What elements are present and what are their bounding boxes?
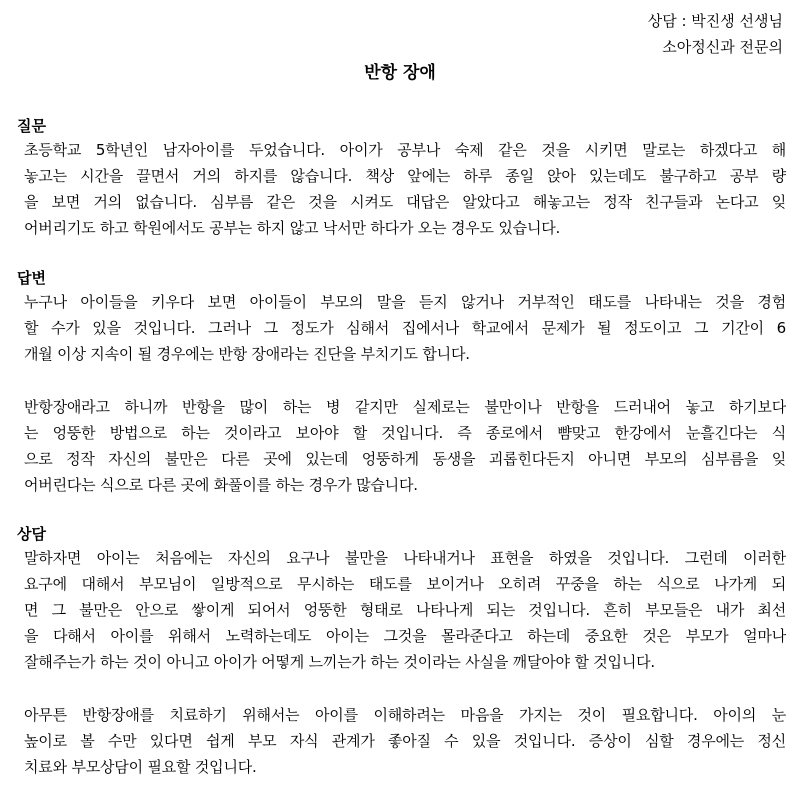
answer-line: 누구나 아이들을 키우다 보면 아이들이 부모의 말을 듣지 않거나 거부적인 태도를 나타내는 것을 경험 [24,293,786,311]
answer-heading: 답변 [17,269,46,287]
counsel-line: 잘해주는가 하는 것이 아니고 아이가 어떻게 느끼는가 하는 것이라는 사실을 깨달아야 할 것입니다. [24,653,655,671]
answer-line: 어버린다는 식으로 다른 곳에 화풀이를 하는 경우가 많습니다. [24,476,418,494]
counselor-name: 상담 : 박진생 선생님 [647,12,783,30]
counsel-heading: 상담 [17,525,46,543]
question-paragraph [24,137,786,241]
counsel-line: 치료와 부모상담이 필요할 것입니다. [24,758,257,776]
counsel-paragraph-1 [24,545,786,675]
counsel-line: 높이로 볼 수만 있다면 쉽게 부모 자식 관계가 좋아질 수 있을 것입니다. 증상이 심할 경우에는 정신 [24,732,786,750]
answer-line: 반항장애라고 하니까 반항을 많이 하는 병 같지만 실제로는 불만이나 반항을 드러내어 놓고 하기보다 [24,398,786,416]
counsel-line: 말하자면 아이는 처음에는 자신의 요구나 불만을 나타내거나 표현을 하였을 것입니다. 그런데 이러한 [24,549,786,567]
counsel-paragraph-2 [24,702,786,780]
answer-line: 는 엉뚱한 방법으로 하는 것이라고 보아야 할 것입니다. 즉 종로에서 뺨맞고 한강에서 눈흘긴다는 식 [24,424,786,442]
counsel-line: 면 그 불만은 안으로 쌓이게 되어서 엉뚱한 형태로 나타나게 되는 것입니다. 흔히 부모들은 내가 최선 [24,601,787,619]
answer-paragraph-2 [24,394,786,498]
answer-paragraph-1 [24,289,786,367]
answer-line: 할 수가 있을 것입니다. 그러나 그 정도가 심해서 집에서나 학교에서 문제가 될 정도이고 그 기간이 6 [24,319,786,337]
counselor-info [648,8,783,60]
counsel-line: 을 다해서 아이를 위해서 노력하는데도 아이는 그것을 몰라준다고 하는데 중요한 것은 부모가 얼마나 [24,627,786,645]
question-heading: 질문 [17,117,46,135]
page-title: 반항 장애 [364,63,436,83]
counselor-department: 소아정신과 전문의 [662,38,783,56]
question-line: 초등학교 5학년인 남자아이를 두었습니다. 아이가 공부나 숙제 같은 것을 시키면 말로는 하겠다고 해 [24,141,786,159]
answer-line: 으로 정작 자신의 불만은 다른 곳에 있는데 엉뚱하게 동생을 괴롭힌다든지 아니면 부모의 심부름을 잊 [24,450,786,468]
question-line: 놓고는 시간을 끌면서 거의 하지를 않습니다. 책상 앞에는 하루 종일 앉아 있는데도 불구하고 공부 량 [24,167,787,185]
question-line: 을 보면 거의 없습니다. 심부름 같은 것을 시켜도 대답은 알았다고 해놓고는 정작 친구들과 논다고 잊 [24,193,787,211]
answer-line: 개월 이상 지속이 될 경우에는 반항 장애라는 진단을 부치기도 합니다. [24,345,470,363]
counsel-line: 요구에 대해서 부모님이 일방적으로 무시하는 태도를 보이거나 오히려 꾸중을 하는 식으로 나가게 되 [24,575,786,593]
question-line: 어버리기도 하고 학원에서도 공부는 하지 않고 낙서만 하다가 오는 경우도 있습니다. [24,219,561,237]
counsel-line: 아무튼 반항장애를 치료하기 위해서는 아이를 이해하려는 마음을 가지는 것이 필요합니다. 아이의 눈 [24,706,786,724]
